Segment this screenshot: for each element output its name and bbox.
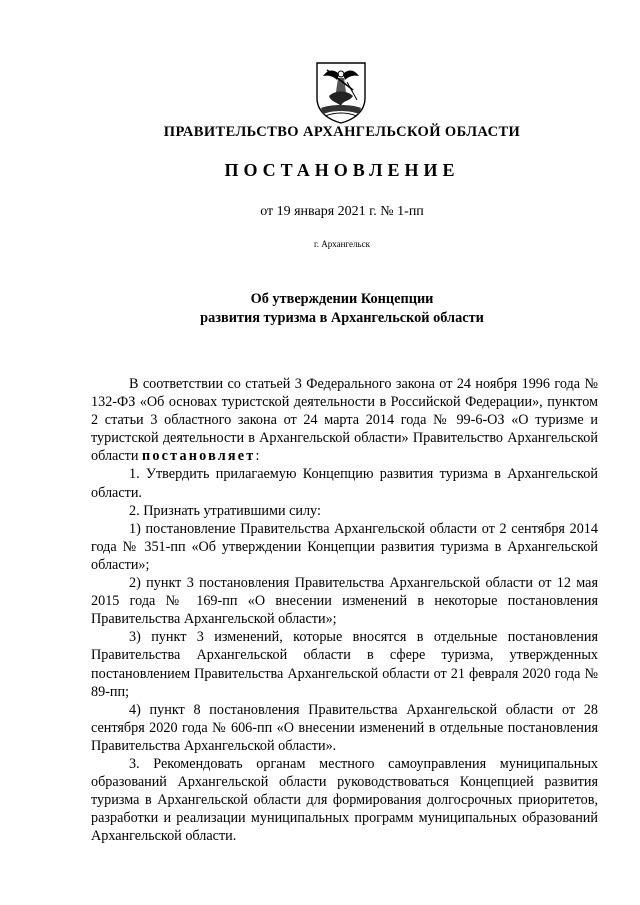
body-paragraph-3: 3. Рекомендовать органам местного самоуправления муниципальных образований Архангельской области руководствоваться Концепцией развития туризма в Архангельской области для формирования долгосрочных приоритетов, разработки и реализации муниципальных программ муниципальных образований Архангельской области.	[91, 755, 598, 845]
body-paragraph-2-1: 1) постановление Правительства Архангельской области от 2 сентября 2014 года № 351-пп «Об утверждении Концепции развития туризма в Архангельской области»;	[91, 520, 598, 573]
government-title: ПРАВИТЕЛЬСТВО АРХАНГЕЛЬСКОЙ ОБЛАСТИ	[163, 124, 521, 140]
subject-line-1: Об утверждении Концепции	[250, 291, 434, 307]
body-paragraph-2-4: 4) пункт 8 постановления Правительства Архангельской области от 28 сентября 2020 года № 606-пп «О внесении изменений в отдельные постановления Правительства Архангельской области».	[91, 701, 598, 754]
document-date-number: от 19 января 2021 г. № 1-пп	[260, 204, 424, 219]
document-type-title: ПОСТАНОВЛЕНИЕ	[224, 160, 460, 180]
body-paragraph-2-3: 3) пункт 3 изменений, которые вносятся в отдельные постановления Правительства Архангельской области в сфере туризма, утвержденных постановлением Правительства Архангельской области от 21 февраля 2020 года № 89-пп;	[91, 629, 598, 700]
subject-line-2: развития туризма в Архангельской области	[200, 310, 484, 326]
document-body	[91, 375, 598, 845]
preamble-paragraph	[91, 375, 598, 465]
body-paragraph-2: 2. Признать утратившими силу:	[129, 502, 321, 519]
decree-word: постановляет	[141, 448, 256, 465]
arkhangelsk-coat-of-arms-icon	[313, 60, 369, 124]
document-city: г. Архангельск	[314, 239, 370, 249]
body-paragraph-1: 1. Утвердить прилагаемую Концепцию развития туризма в Архангельской области.	[91, 466, 598, 501]
body-paragraph-2-2: 2) пункт 3 постановления Правительства Архангельской области от 12 мая 2015 года № 169-пп «О внесении изменений в некоторые постановления Правительства Архангельской области»;	[91, 575, 598, 628]
preamble-text: В соответствии со статьей 3 Федерального закона от 24 ноября 1996 года № 132-ФЗ «Об основах туристской деятельности в Российской Федерации», пунктом 2 статьи 3 областного закона от 24 марта 2014 года № 99-6-ОЗ «О туризме и туристской деятельности в Архангельской области» Правительство Архангельской области	[91, 376, 598, 465]
decree-colon: :	[255, 448, 260, 465]
document-subject	[0, 290, 640, 328]
